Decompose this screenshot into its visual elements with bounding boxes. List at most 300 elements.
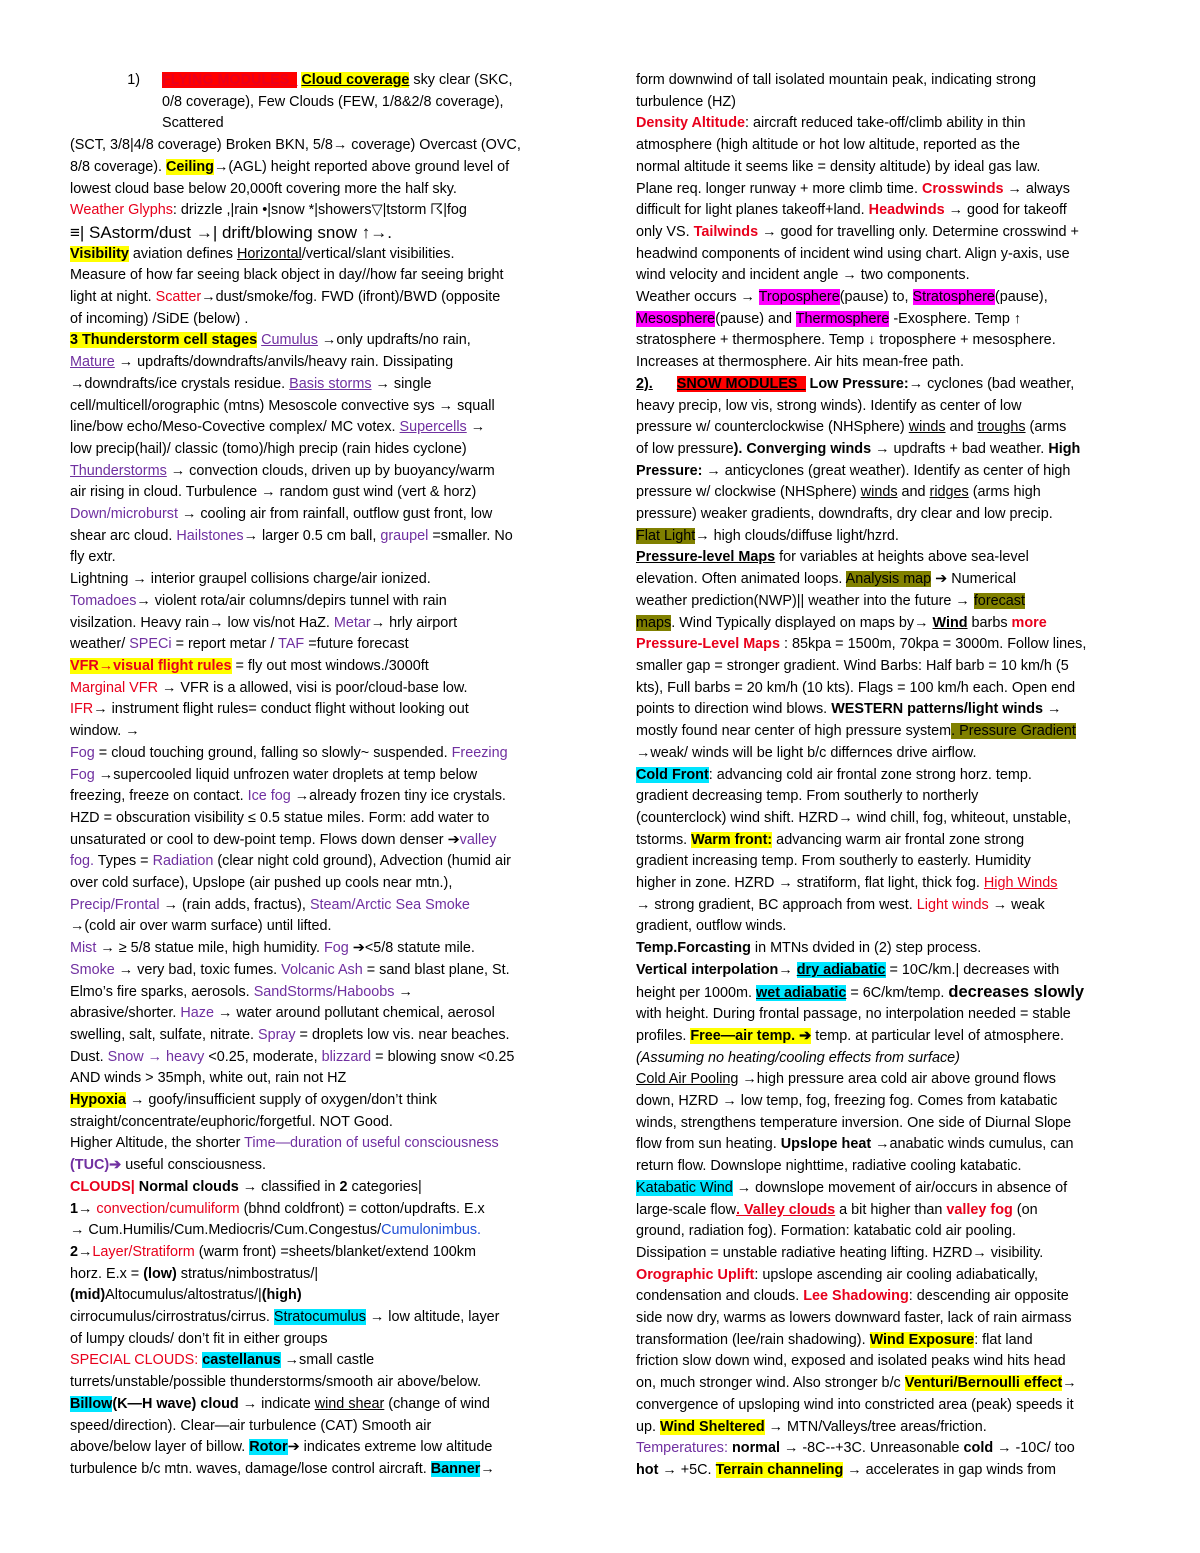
text: ➔<5/8 statute mile. xyxy=(348,940,475,957)
text-line xyxy=(636,721,1134,743)
text-line xyxy=(70,634,570,656)
text: Altocumulus/altostratus/| xyxy=(105,1287,262,1304)
text-line xyxy=(70,504,570,526)
text: turbulence b/c mtn. waves, damage/lose control aircraft. xyxy=(70,1461,431,1477)
text-line xyxy=(70,244,570,266)
text: . Wind Typically displayed on maps by→ xyxy=(671,614,933,631)
text: → downslope movement of air/occurs in absence of xyxy=(732,1179,1068,1196)
text: → weak xyxy=(988,896,1045,913)
term-castellanus: castellanus xyxy=(202,1352,281,1369)
text: (pause), xyxy=(994,289,1048,306)
text: →anabatic winds cumulus, can xyxy=(871,1136,1074,1153)
term-flat-light: Flat Light xyxy=(636,527,696,544)
term-high-winds: High Winds xyxy=(983,875,1058,892)
text: = blowing snow <0.25 xyxy=(371,1048,515,1065)
text: → classified in xyxy=(238,1178,340,1195)
text-line xyxy=(636,1438,1134,1460)
term-katabatic-wind: Katabatic Wind xyxy=(636,1179,733,1196)
text: large-scale flow xyxy=(636,1201,736,1218)
term-spray: Spray xyxy=(257,1026,296,1043)
text: a bit higher than xyxy=(835,1201,947,1218)
text: → MTN/Valleys/tree areas/friction. xyxy=(764,1418,987,1435)
text: = cloud touching ground, falling so slowly~ suspended. xyxy=(94,744,452,761)
text-line: friction slow down wind, exposed and isolated peaks wind hits head xyxy=(636,1353,1066,1370)
text-line xyxy=(636,982,1134,1005)
text-line xyxy=(70,591,570,613)
text: in MTNs dvided in (2) step process. xyxy=(750,940,982,957)
text: =future forecast xyxy=(304,636,409,653)
text-line xyxy=(636,417,1134,439)
text-line xyxy=(70,1242,570,1264)
term-warm-front: Warm front: xyxy=(691,831,773,848)
term-temp-forecasting: Temp.Forcasting xyxy=(636,940,751,957)
text: =smaller. No xyxy=(428,527,513,544)
text: → +5C. xyxy=(658,1462,716,1478)
text-line: Measure of how far seeing black object in day//how far seeing bright xyxy=(70,267,504,284)
text-line: kts), Full barbs = 20 km/h (10 kts). Flags = 100 km/h each. Open end xyxy=(636,679,1076,696)
text-line xyxy=(636,179,1134,201)
text: 2→ xyxy=(70,1243,93,1260)
section-heading-flying xyxy=(70,70,570,92)
text: <0.25, moderate, xyxy=(204,1048,322,1065)
text: more xyxy=(1011,614,1047,631)
text: → updrafts + bad weather. xyxy=(871,440,1049,457)
text: → Cum.Humilis/Cum.Mediocris/Cum.Congestus/ xyxy=(70,1222,382,1239)
list-number: 1) xyxy=(127,72,140,88)
section-heading-snow xyxy=(636,374,1134,396)
text-line xyxy=(636,1330,1134,1352)
text: advancing warm air frontal zone strong xyxy=(772,831,1025,848)
text-line xyxy=(70,330,570,352)
text-line: gradient increasing temp. From southerly to easterly. Humidity xyxy=(636,853,1031,870)
text-line xyxy=(70,1133,570,1155)
term-temperatures: Temperatures: xyxy=(636,1440,728,1457)
text: weather prediction(NWP)|| weather into the future → xyxy=(636,592,974,609)
text-line xyxy=(636,1200,1134,1222)
arrow-icon: ➔ xyxy=(447,831,460,848)
text: hot xyxy=(636,1462,659,1478)
text-line: (Assuming no heating/cooling effects from surface) xyxy=(636,1049,960,1066)
text-line: winds, strengthens temperature inversion. One side of Diurnal Slope xyxy=(636,1114,1072,1131)
term-analysis-map: Analysis map xyxy=(845,571,932,588)
text-line xyxy=(636,699,1134,721)
text: → goofy/insufficient supply of oxygen/don’t think xyxy=(125,1092,437,1109)
text: →downdrafts/ice crystals residue. xyxy=(70,375,290,392)
text-line: smaller gap = stronger gradient. Wind Barbs: Half barb = 10 km/h (5 xyxy=(636,657,1069,674)
text-line xyxy=(636,526,1134,548)
section-title: FLYING MODULES_ xyxy=(162,72,298,88)
term-ice-fog: Ice fog xyxy=(247,788,291,805)
term-cumuliform: convection/cumuliform xyxy=(92,1200,240,1217)
text-line xyxy=(636,960,1134,982)
term-freezing-fog: Freezing xyxy=(451,744,508,761)
text-line: atmosphere (high altitude or hot low altitude, reported as the xyxy=(636,137,1020,154)
text-line xyxy=(70,1025,570,1047)
term-upslope-heat: Upslope heat xyxy=(780,1136,872,1153)
text-line xyxy=(636,1460,1134,1482)
text: → good for takeoff xyxy=(944,202,1067,219)
text: profiles. xyxy=(636,1027,691,1044)
text: = sand blast plane, St. xyxy=(362,961,510,978)
text-line: (SCT, 3/8|4/8 coverage) Broken BKN, 5/8→ coverage) Overcast (OVC, xyxy=(70,137,521,154)
text: → xyxy=(480,1461,495,1477)
term-radiation: Radiation xyxy=(152,853,214,870)
text-line xyxy=(70,461,570,483)
text: (change of wind xyxy=(384,1395,490,1412)
text: → single xyxy=(371,375,432,392)
term-clouds: CLOUDS| xyxy=(70,1178,135,1195)
text-line xyxy=(636,1373,1134,1395)
text: : descending air opposite xyxy=(908,1288,1069,1305)
text-line xyxy=(636,830,1134,852)
text-line xyxy=(70,157,570,179)
text-line: normal altitude it seems like = density altitude) by ideal gas law. xyxy=(636,158,1041,175)
text: categories| xyxy=(347,1178,422,1195)
term-valley-clouds: . Valley clouds xyxy=(735,1201,836,1218)
text: (bhnd coldfront) = cotton/updrafts. E.x xyxy=(239,1200,485,1217)
text: only VS. xyxy=(636,223,694,240)
text: : aircraft reduced take-off/climb ability in thin xyxy=(745,115,1026,132)
text-line: with height. During frontal passage, no interpolation needed = stable xyxy=(636,1006,1071,1023)
text-line xyxy=(70,1003,570,1025)
term-thermosphere: Thermosphere xyxy=(795,310,890,327)
text-line: Lightning → interior graupel collisions charge/air ionized. xyxy=(70,571,431,588)
term-forecast-maps-cont: maps xyxy=(636,614,672,631)
term-valley-fog-2: valley fog xyxy=(946,1201,1013,1218)
text-line xyxy=(70,786,570,808)
text: line/bow echo/Meso-Covective complex/ MC votex. xyxy=(70,419,400,436)
text-line xyxy=(636,938,1134,960)
text-line xyxy=(636,222,1134,244)
text-line xyxy=(70,1350,570,1372)
text: winds xyxy=(860,484,898,501)
term-precip-frontal: Precip/Frontal xyxy=(70,896,160,913)
text: → xyxy=(1043,701,1062,718)
text-line: ≡| SAstorm/dust →| drift/blowing snow ↑→. xyxy=(70,222,393,242)
term-metar: Metar xyxy=(333,614,371,631)
term-weather-glyphs: Weather Glyphs xyxy=(70,202,173,219)
term-wind-shear: wind shear xyxy=(314,1395,385,1412)
text: = fly out most windows./3000ft xyxy=(231,657,429,674)
text-line: of incoming) /SiDE (below) . xyxy=(70,310,249,327)
text: temp. at particular level of atmosphere. xyxy=(811,1027,1064,1044)
text: difficult for light planes takeoff+land. xyxy=(636,202,869,219)
term-thunderstorm-stages: 3 Thunderstorm cell stages xyxy=(70,332,258,349)
text: tstorms. xyxy=(636,831,692,848)
term-troughs: troughs xyxy=(977,419,1026,436)
list-number: 2). xyxy=(636,375,653,392)
text-line: cell/multicell/orographic (mtns) Mesoscole convective sys → squall xyxy=(70,397,495,414)
term-stratiform: Layer/Stratiform xyxy=(92,1243,195,1260)
term-converging-winds: ). Converging winds xyxy=(733,440,872,457)
text-line xyxy=(70,895,570,917)
text-line xyxy=(70,982,570,1004)
text: for variables at heights above sea-level xyxy=(775,549,1029,566)
text: Dust. xyxy=(70,1048,108,1065)
text: on, much stronger wind. Also stronger b/c xyxy=(636,1375,905,1392)
text-line xyxy=(636,613,1134,635)
text-line: over cold surface), Upslope (air pushed up cools near mtn.), xyxy=(70,875,453,892)
text: height per 1000m. xyxy=(636,984,757,1001)
text: (high) xyxy=(261,1287,302,1304)
text: → heavy xyxy=(143,1048,205,1065)
text: = droplets low vis. near beaches. xyxy=(295,1026,510,1043)
text: horz. E.x = xyxy=(70,1265,144,1282)
text-line xyxy=(636,1069,1134,1091)
text: →supercooled liquid unfrozen water droplets at temp below xyxy=(94,766,478,783)
text: stratus/nimbostratus/| xyxy=(176,1265,319,1282)
term-density-altitude: Density Altitude xyxy=(636,115,746,132)
term-basis-storms: Basis storms xyxy=(289,375,372,392)
text: (pause) and xyxy=(715,310,796,327)
text-line: headwind components of incident wind using chart. Align y-axis, use xyxy=(636,245,1070,262)
term-cumulonimbus: Cumulonimbus. xyxy=(381,1222,482,1239)
text: →(AGL) height reported above ground level of xyxy=(213,158,510,175)
text-line xyxy=(636,1417,1134,1439)
text: → accelerates in gap winds from xyxy=(843,1462,1057,1478)
text: visilzation. Heavy rain→ low vis/not HaZ. xyxy=(70,614,334,631)
text-line: air rising in cloud. Turbulence → random gust wind (vert & horz) xyxy=(70,484,477,501)
text-line: heavy precip, low vis, strong winds). Identify as center of low xyxy=(636,397,1022,414)
term-lee-shadowing: Lee Shadowing xyxy=(803,1288,909,1305)
text: condensation and clouds. xyxy=(636,1288,804,1305)
term-orographic-uplift: Orographic Uplift xyxy=(636,1266,755,1283)
text-line xyxy=(636,569,1134,591)
term-valley-fog: valley xyxy=(459,831,497,848)
text-line xyxy=(636,634,1134,656)
term-cumulus: Cumulus xyxy=(261,332,318,349)
text-line xyxy=(70,1047,570,1069)
text: mostly found near center of high pressure system xyxy=(636,723,952,740)
term-freezing-fog-cont: Fog xyxy=(70,766,95,783)
text-line xyxy=(636,1026,1134,1048)
term-snow: Snow xyxy=(107,1048,144,1065)
text: aviation defines xyxy=(128,245,237,262)
text: Weather occurs → xyxy=(636,289,759,306)
text: → violent rota/air columns/depirs tunnel with rain xyxy=(136,592,447,609)
text-line: turbulence (HZ) xyxy=(636,93,736,110)
text: Plane req. longer runway + more climb time. xyxy=(636,180,922,197)
text-line: speed/direction). Clear—air turbulence (CAT) Smooth air xyxy=(70,1417,432,1434)
text-line xyxy=(70,938,570,960)
text: → anticyclones (great weather). Identify as center of high xyxy=(702,462,1071,479)
text-line: 0/8 coverage), Few Clouds (FEW, 1/8&2/8 coverage), xyxy=(162,93,504,110)
term-ridges: ridges xyxy=(929,484,969,501)
text-line xyxy=(70,374,570,396)
text-line: wind velocity and incident angle → two components. xyxy=(636,267,970,284)
text-line xyxy=(70,1459,570,1481)
text: (clear night cold ground), Advection (humid air xyxy=(213,853,511,870)
term-scatter: Scatter xyxy=(155,289,202,306)
term-venturi-effect: Venturi/Bernoulli effect xyxy=(904,1375,1063,1392)
text: shear arc cloud. xyxy=(70,527,177,544)
term-visibility: Visibility xyxy=(70,245,129,262)
term-valley-fog-cont: fog. xyxy=(70,853,95,870)
text: ➔ indicates extreme low altitude xyxy=(287,1439,493,1456)
text-line: side now dry, warms as lowers downward faster, lack of rain airmass xyxy=(636,1310,1072,1327)
text: Higher Altitude, the shorter xyxy=(70,1135,245,1152)
text: = report metar / xyxy=(171,636,279,653)
term-billow: Billow xyxy=(70,1395,113,1412)
text: → ≥ 5/8 statue mile, high humidity. xyxy=(96,940,324,957)
term-fog-2: Fog xyxy=(323,940,349,957)
text: →high pressure area cold air above ground flows xyxy=(738,1071,1056,1088)
term-supercells: Supercells xyxy=(399,419,467,436)
text: pressure w/ clockwise (NHSphere) xyxy=(636,484,861,501)
text: elevation. Often animated loops. xyxy=(636,571,846,588)
text-line: return flow. Downslope nighttime, radiative cooling katabatic. xyxy=(636,1158,1022,1175)
text-line xyxy=(636,1178,1134,1200)
text-line xyxy=(636,287,1134,309)
text-line: turrets/unstable/possible thunderstorms/smooth air above/below. xyxy=(70,1374,482,1391)
text-line xyxy=(70,417,570,439)
text: pressure w/ counterclockwise (NHSphere) xyxy=(636,419,909,436)
text: decreases slowly xyxy=(948,982,1085,1001)
text: → good for travelling only. Determine crosswind + xyxy=(758,223,1079,240)
term-mist: Mist xyxy=(70,940,97,957)
term-mature: Mature xyxy=(70,354,115,371)
text: cold xyxy=(963,1440,994,1457)
text: points to direction wind blows. xyxy=(636,701,832,718)
text-line xyxy=(70,200,570,222)
text-line: down, HZRD → low temp, fog, freezing fog. Comes from katabatic xyxy=(636,1093,1058,1110)
text: cirrocumulus/cirrostratus/cirrus. xyxy=(70,1309,274,1326)
text: (on xyxy=(1012,1201,1038,1218)
text: →dust/smoke/fog. FWD (ifront)/BWD (opposite xyxy=(201,289,501,306)
section-title: SNOW MODULES_ xyxy=(676,375,806,392)
text: → xyxy=(466,419,486,436)
text: winds xyxy=(908,419,946,436)
term-fog: Fog xyxy=(70,744,95,761)
term-pressure-level-maps-2: Pressure-Level Maps xyxy=(636,636,780,653)
term-vfr: VFR→visual flight rules xyxy=(70,657,232,674)
text: swelling, salt, sulfate, nitrate. xyxy=(70,1026,258,1043)
text-line: gradient decreasing temp. From southerly to northerly xyxy=(636,788,979,805)
term-banner: Banner xyxy=(430,1461,481,1477)
text-line xyxy=(70,830,570,852)
term-light-winds: Light winds xyxy=(916,896,989,913)
text: 2 xyxy=(339,1178,348,1195)
text-line xyxy=(70,765,570,787)
text-line xyxy=(70,1437,570,1459)
text: → hrly airport xyxy=(370,614,458,631)
term-microburst: Down/microburst xyxy=(70,506,178,523)
text-line xyxy=(636,439,1134,461)
text-line xyxy=(70,1090,570,1112)
text: → larger 0.5 cm ball, xyxy=(243,527,381,544)
text-line xyxy=(70,526,570,548)
text-line: HZD = obscuration visibility ≤ 0.5 statue miles. Form: add water to xyxy=(70,809,490,826)
text-line xyxy=(70,960,570,982)
text: → cyclones (bad weather, xyxy=(908,375,1075,392)
text-line xyxy=(636,113,1134,135)
text-line: fly extr. xyxy=(70,549,116,566)
text-line xyxy=(636,547,1134,569)
text-line xyxy=(636,482,1134,504)
text-line: pressure) weaker gradients, downdrafts, dry clear and low precip. xyxy=(636,506,1053,523)
term-special-clouds: SPECIAL CLOUDS: xyxy=(70,1352,203,1369)
term-low-pressure: Low Pressure: xyxy=(809,375,909,392)
text: useful consciousness. xyxy=(121,1157,267,1174)
text: (low) xyxy=(143,1265,177,1282)
term-vertical-interpolation: Vertical interpolation→ xyxy=(636,961,797,978)
text: Horizontal xyxy=(236,245,302,262)
text: 1→ xyxy=(70,1200,93,1217)
text: → strong gradient, BC approach from west. xyxy=(636,896,917,913)
text-line xyxy=(70,1264,570,1286)
text: → VFR is a allowed, visi is poor/cloud-base low. xyxy=(157,679,468,696)
term-pressure-level-maps: Pressure-level Maps xyxy=(636,549,776,566)
text: normal xyxy=(727,1440,780,1457)
text: → convection clouds, driven up by buoyancy/warm xyxy=(166,462,495,479)
text-line xyxy=(636,591,1134,613)
text: Types = xyxy=(94,853,153,870)
text: barbs xyxy=(967,614,1012,631)
text-line: straight/concentrate/euphoric/forgetful. NOT Good. xyxy=(70,1113,393,1130)
term-terrain-channeling: Terrain channeling xyxy=(715,1462,844,1478)
text: light at night. xyxy=(70,289,156,306)
text: → (rain adds, fractus), xyxy=(159,896,310,913)
text: freezing, freeze on contact. xyxy=(70,788,248,805)
text: -Exosphere. Temp ↑ xyxy=(889,310,1022,327)
text: → always xyxy=(1003,180,1070,197)
term-western-patterns: WESTERN patterns/light winds xyxy=(831,701,1044,718)
text: ➔ Numerical xyxy=(931,571,1017,588)
term-stratosphere: Stratosphere xyxy=(912,289,995,306)
text: weather/ xyxy=(70,636,130,653)
term-marginal-vfr: Marginal VFR xyxy=(70,679,158,696)
term-dry-adiabatic: dry adiabatic xyxy=(796,961,886,978)
term-hailstones: Hailstones xyxy=(176,527,244,544)
term-cloud-coverage: Cloud coverage xyxy=(301,72,410,88)
text-line xyxy=(636,1134,1134,1156)
text-line xyxy=(70,613,570,635)
text: and xyxy=(945,419,978,436)
text-line xyxy=(70,352,570,374)
text-line xyxy=(636,1286,1134,1308)
term-free-air-temp: Free—air temp. ➔ xyxy=(690,1027,812,1044)
term-cold-front: Cold Front xyxy=(636,766,709,783)
text: → indicate xyxy=(238,1395,315,1412)
text-line: Increases at thermosphere. Air hits mean-free path. xyxy=(636,354,964,371)
text-line: convergence of upsloping wind into constricted area (peak) speeds it xyxy=(636,1396,1074,1413)
text-line: form downwind of tall isolated mountain peak, indicating strong xyxy=(636,72,1036,88)
text-line xyxy=(70,1177,570,1199)
term-mesosphere: Mesosphere xyxy=(636,310,716,327)
text: : flat land xyxy=(974,1331,1033,1348)
text: (arms high xyxy=(968,484,1041,501)
term-volcanic-ash: Volcanic Ash xyxy=(281,961,363,978)
text: → low altitude, layer xyxy=(365,1309,500,1326)
text-line xyxy=(70,743,570,765)
term-tornadoes: Tomadoes xyxy=(70,592,137,609)
term-haze: Haze xyxy=(180,1005,214,1022)
text-line xyxy=(636,461,1134,483)
text: (arms xyxy=(1025,419,1067,436)
text-line: gradient, outflow winds. xyxy=(636,918,787,935)
text-line xyxy=(70,1199,570,1221)
term-forecast-maps: forecast xyxy=(973,592,1026,609)
text: →already frozen tiny ice crystals. xyxy=(290,788,506,805)
term-graupel: graupel xyxy=(380,527,429,544)
text: : drizzle ,|rain •|snow *|showers▽|tstorm ☈|fog xyxy=(172,202,467,219)
text-line xyxy=(636,200,1134,222)
text-line: stratosphere + thermosphere. Temp ↓ troposphere + mesosphere. xyxy=(636,332,1056,349)
text-line xyxy=(70,851,570,873)
term-steam-fog: Steam/Arctic Sea Smoke xyxy=(309,896,470,913)
text: → xyxy=(1062,1375,1077,1392)
term-high-pressure: High xyxy=(1048,440,1081,457)
